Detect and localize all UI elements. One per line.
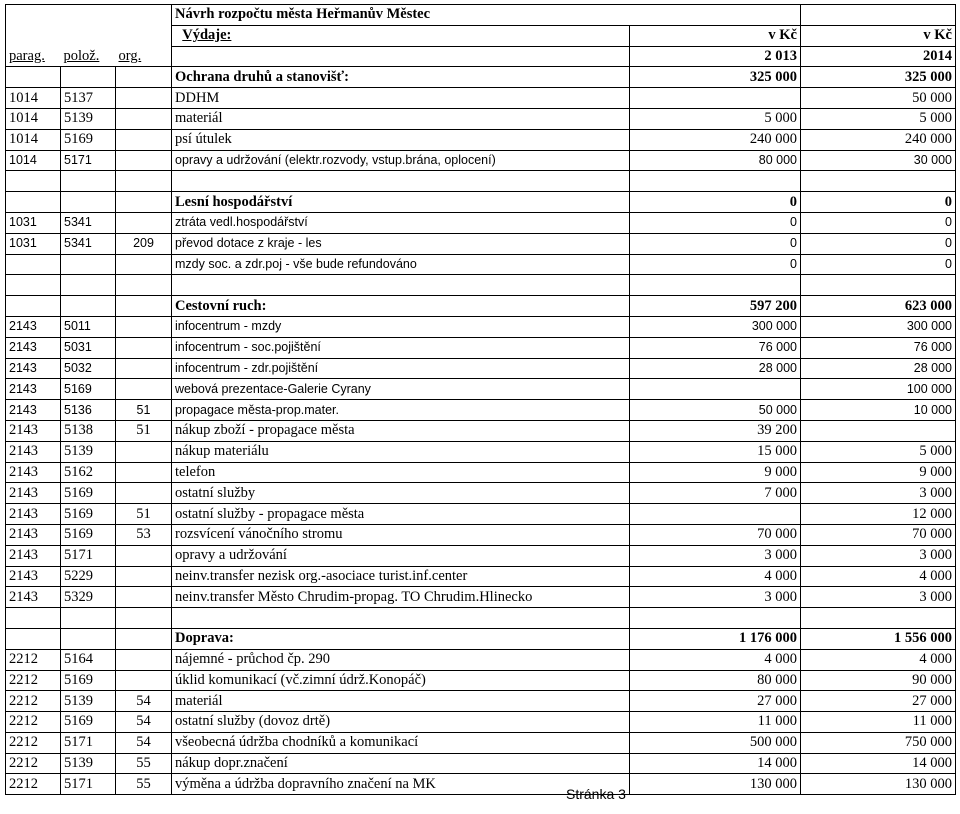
empty-cell — [6, 171, 61, 192]
cell-name: opravy a udržování (elektr.rozvody, vstup.brána, oplocení) — [172, 150, 630, 171]
cell-org: 51 — [116, 420, 172, 441]
section-row — [6, 628, 956, 649]
empty-cell — [172, 275, 630, 296]
col-header-parag-text: parag. — [9, 47, 45, 64]
cell-2014: 28 000 — [801, 358, 956, 379]
cell-2013: 240 000 — [630, 129, 801, 150]
cell-poloz: 5136 — [61, 400, 116, 421]
blank-row — [6, 608, 956, 629]
table-row — [6, 712, 956, 733]
cell-parag: 2143 — [6, 545, 61, 566]
cell-org: 55 — [116, 753, 172, 774]
cell-2014: 14 000 — [801, 753, 956, 774]
cell-2013: 130 000 — [630, 774, 801, 795]
cell-2014: 3 000 — [801, 587, 956, 608]
cell-parag: 2212 — [6, 753, 61, 774]
cell-parag: 2212 — [6, 649, 61, 670]
cell-parag: 2212 — [6, 691, 61, 712]
table-row — [6, 129, 956, 150]
col-header-org — [116, 46, 172, 67]
cell-2014: 90 000 — [801, 670, 956, 691]
cell-2013: 4 000 — [630, 649, 801, 670]
cell-parag: 2212 — [6, 670, 61, 691]
table-row — [6, 254, 956, 275]
cell-org — [116, 358, 172, 379]
cell-2014: 0 — [801, 212, 956, 233]
unit-2013: v Kč — [630, 25, 801, 46]
table-row — [6, 732, 956, 753]
table-row — [6, 483, 956, 504]
cell-org: 54 — [116, 691, 172, 712]
cell-poloz: 5169 — [61, 483, 116, 504]
empty-cell — [61, 608, 116, 629]
col-header-poloz — [61, 46, 116, 67]
cell-org — [116, 67, 172, 88]
empty-cell — [172, 171, 630, 192]
cell-name: propagace města-prop.mater. — [172, 400, 630, 421]
cell-parag: 1014 — [6, 150, 61, 171]
cell-poloz: 5341 — [61, 233, 116, 254]
cell-parag — [6, 296, 61, 317]
cell-parag: 1031 — [6, 212, 61, 233]
section-row — [6, 67, 956, 88]
cell-name: psí útulek — [172, 129, 630, 150]
cell-name: nákup materiálu — [172, 441, 630, 462]
cell-poloz: 5164 — [61, 649, 116, 670]
cell-parag: 2143 — [6, 483, 61, 504]
table-row — [6, 212, 956, 233]
empty-cell — [61, 5, 116, 26]
table-row — [6, 587, 956, 608]
cell-poloz: 5171 — [61, 150, 116, 171]
cell-org — [116, 545, 172, 566]
table-row — [6, 753, 956, 774]
cell-poloz: 5138 — [61, 420, 116, 441]
cell-2013: 80 000 — [630, 150, 801, 171]
cell-name: ostatní služby — [172, 483, 630, 504]
cell-org — [116, 483, 172, 504]
cell-parag: 2143 — [6, 420, 61, 441]
cell-parag: 2143 — [6, 379, 61, 400]
empty-cell — [6, 25, 61, 46]
expenses-label — [172, 25, 630, 46]
table-row — [6, 691, 956, 712]
expenses-label-text: Výdaje: — [182, 27, 232, 44]
cell-parag: 2143 — [6, 400, 61, 421]
cell-parag: 2143 — [6, 337, 61, 358]
cell-name: materiál — [172, 108, 630, 129]
empty-cell — [116, 25, 172, 46]
year-2014: 2014 — [801, 46, 956, 67]
empty-cell — [801, 275, 956, 296]
cell-parag: 2143 — [6, 587, 61, 608]
cell-2013: 4 000 — [630, 566, 801, 587]
cell-org — [116, 379, 172, 400]
cell-name: ostatní služby - propagace města — [172, 504, 630, 525]
cell-2013: 80 000 — [630, 670, 801, 691]
cell-org — [116, 628, 172, 649]
cell-org: 209 — [116, 233, 172, 254]
cell-2014: 9 000 — [801, 462, 956, 483]
cell-org: 55 — [116, 774, 172, 795]
cell-poloz — [61, 254, 116, 275]
cell-2013: 5 000 — [630, 108, 801, 129]
cell-name: DDHM — [172, 88, 630, 109]
table-row — [6, 670, 956, 691]
cell-2014: 4 000 — [801, 566, 956, 587]
cell-poloz: 5139 — [61, 441, 116, 462]
section-row — [6, 192, 956, 213]
table-row — [6, 462, 956, 483]
cell-parag: 2143 — [6, 504, 61, 525]
cell-2013: 500 000 — [630, 732, 801, 753]
table-row — [6, 150, 956, 171]
cell-poloz: 5329 — [61, 587, 116, 608]
cell-2014: 4 000 — [801, 649, 956, 670]
cell-org — [116, 150, 172, 171]
table-row — [6, 649, 956, 670]
cell-name: výměna a údržba dopravního značení na MK — [172, 774, 630, 795]
cell-2013: 9 000 — [630, 462, 801, 483]
cell-parag: 1031 — [6, 233, 61, 254]
cell-2014: 750 000 — [801, 732, 956, 753]
cell-parag: 2143 — [6, 358, 61, 379]
cell-org — [116, 649, 172, 670]
cell-name: neinv.transfer nezisk org.-asociace turist.inf.center — [172, 566, 630, 587]
section-title: Cestovní ruch: — [172, 296, 630, 317]
cell-2014: 325 000 — [801, 67, 956, 88]
cell-name: úklid komunikací (vč.zimní údrž.Konopáč) — [172, 670, 630, 691]
cell-name: materiál — [172, 691, 630, 712]
cell-2013: 0 — [630, 233, 801, 254]
table-row — [6, 108, 956, 129]
blank-row — [6, 171, 956, 192]
cell-2013 — [630, 504, 801, 525]
col-header-parag — [6, 46, 61, 67]
cell-poloz: 5162 — [61, 462, 116, 483]
cell-name: opravy a udržování — [172, 545, 630, 566]
col-header-poloz-text: polož. — [63, 47, 100, 64]
cell-2014: 300 000 — [801, 316, 956, 337]
cell-org — [116, 337, 172, 358]
cell-2013: 14 000 — [630, 753, 801, 774]
section-title: Doprava: — [172, 628, 630, 649]
cell-org — [116, 129, 172, 150]
cell-2014: 0 — [801, 233, 956, 254]
cell-2014: 11 000 — [801, 712, 956, 733]
section-title: Ochrana druhů a stanovišť: — [172, 67, 630, 88]
table-row — [6, 420, 956, 441]
cell-name: všeobecná údržba chodníků a komunikací — [172, 732, 630, 753]
cell-poloz: 5171 — [61, 732, 116, 753]
cell-2014: 1 556 000 — [801, 628, 956, 649]
cell-poloz: 5171 — [61, 774, 116, 795]
cell-2013: 28 000 — [630, 358, 801, 379]
cell-name: rozsvícení vánočního stromu — [172, 524, 630, 545]
empty-cell — [116, 275, 172, 296]
cell-2014: 0 — [801, 192, 956, 213]
cell-2014: 240 000 — [801, 129, 956, 150]
cell-2014: 623 000 — [801, 296, 956, 317]
cell-poloz — [61, 296, 116, 317]
empty-cell — [61, 275, 116, 296]
header-row-units — [6, 25, 956, 46]
table-row — [6, 337, 956, 358]
cell-poloz: 5169 — [61, 524, 116, 545]
cell-parag: 1014 — [6, 88, 61, 109]
table-row — [6, 566, 956, 587]
cell-org — [116, 587, 172, 608]
header-row-columns — [6, 46, 956, 67]
cell-2013: 0 — [630, 254, 801, 275]
cell-parag: 2143 — [6, 441, 61, 462]
cell-2014: 5 000 — [801, 108, 956, 129]
cell-2013: 50 000 — [630, 400, 801, 421]
cell-org — [116, 441, 172, 462]
cell-poloz: 5229 — [61, 566, 116, 587]
cell-org — [116, 296, 172, 317]
cell-poloz: 5011 — [61, 316, 116, 337]
cell-name: infocentrum - soc.pojištění — [172, 337, 630, 358]
empty-cell — [630, 275, 801, 296]
cell-org: 53 — [116, 524, 172, 545]
cell-poloz: 5032 — [61, 358, 116, 379]
cell-2014: 12 000 — [801, 504, 956, 525]
cell-org — [116, 108, 172, 129]
table-row — [6, 379, 956, 400]
table-row — [6, 358, 956, 379]
cell-poloz — [61, 628, 116, 649]
empty-cell — [61, 171, 116, 192]
cell-2013: 70 000 — [630, 524, 801, 545]
cell-poloz: 5169 — [61, 670, 116, 691]
year-2013: 2 013 — [630, 46, 801, 67]
cell-poloz: 5341 — [61, 212, 116, 233]
empty-cell — [61, 25, 116, 46]
cell-2013: 27 000 — [630, 691, 801, 712]
cell-parag — [6, 628, 61, 649]
cell-poloz: 5139 — [61, 691, 116, 712]
cell-poloz: 5169 — [61, 712, 116, 733]
empty-cell — [172, 46, 630, 67]
blank-row — [6, 275, 956, 296]
cell-2013: 0 — [630, 192, 801, 213]
empty-cell — [630, 5, 801, 26]
cell-2014: 0 — [801, 254, 956, 275]
cell-2014: 5 000 — [801, 441, 956, 462]
cell-2014: 27 000 — [801, 691, 956, 712]
cell-poloz: 5169 — [61, 379, 116, 400]
cell-name: nájemné - průchod čp. 290 — [172, 649, 630, 670]
cell-2013: 15 000 — [630, 441, 801, 462]
cell-name: neinv.transfer Město Chrudim-propag. TO Chrudim.Hlinecko — [172, 587, 630, 608]
cell-2014: 130 000 — [801, 774, 956, 795]
cell-2014: 10 000 — [801, 400, 956, 421]
cell-org — [116, 462, 172, 483]
cell-2013: 7 000 — [630, 483, 801, 504]
cell-org: 54 — [116, 732, 172, 753]
cell-poloz — [61, 192, 116, 213]
cell-2013: 597 200 — [630, 296, 801, 317]
cell-parag: 2143 — [6, 316, 61, 337]
cell-2013 — [630, 88, 801, 109]
cell-2013 — [630, 379, 801, 400]
cell-org — [116, 212, 172, 233]
table-row — [6, 400, 956, 421]
cell-2014: 3 000 — [801, 483, 956, 504]
table-row — [6, 545, 956, 566]
cell-name: infocentrum - mzdy — [172, 316, 630, 337]
empty-cell — [801, 5, 956, 26]
cell-poloz: 5137 — [61, 88, 116, 109]
cell-name: nákup dopr.značení — [172, 753, 630, 774]
cell-poloz — [61, 67, 116, 88]
cell-poloz: 5031 — [61, 337, 116, 358]
cell-2014: 3 000 — [801, 545, 956, 566]
cell-parag: 2143 — [6, 566, 61, 587]
empty-cell — [630, 171, 801, 192]
empty-cell — [116, 608, 172, 629]
cell-name: webová prezentace-Galerie Cyrany — [172, 379, 630, 400]
empty-cell — [116, 171, 172, 192]
cell-2014: 70 000 — [801, 524, 956, 545]
cell-2013: 325 000 — [630, 67, 801, 88]
cell-2014: 30 000 — [801, 150, 956, 171]
table-row — [6, 504, 956, 525]
cell-2013: 300 000 — [630, 316, 801, 337]
page-footer: Stránka 3 — [566, 786, 626, 802]
cell-org: 54 — [116, 712, 172, 733]
section-row — [6, 296, 956, 317]
cell-parag: 2143 — [6, 524, 61, 545]
cell-poloz: 5169 — [61, 129, 116, 150]
cell-org — [116, 192, 172, 213]
cell-org — [116, 254, 172, 275]
header-row-title — [6, 5, 956, 26]
cell-2013: 76 000 — [630, 337, 801, 358]
cell-poloz: 5169 — [61, 504, 116, 525]
cell-name: mzdy soc. a zdr.poj - vše bude refundováno — [172, 254, 630, 275]
cell-2014: 76 000 — [801, 337, 956, 358]
empty-cell — [116, 5, 172, 26]
table-row — [6, 88, 956, 109]
cell-2014: 50 000 — [801, 88, 956, 109]
cell-2014 — [801, 420, 956, 441]
cell-name: infocentrum - zdr.pojištění — [172, 358, 630, 379]
cell-org — [116, 88, 172, 109]
section-title: Lesní hospodářství — [172, 192, 630, 213]
cell-org — [116, 566, 172, 587]
empty-cell — [801, 608, 956, 629]
cell-poloz: 5139 — [61, 108, 116, 129]
table-row — [6, 524, 956, 545]
table-row — [6, 441, 956, 462]
table-row — [6, 233, 956, 254]
cell-name: převod dotace z kraje - les — [172, 233, 630, 254]
empty-cell — [6, 5, 61, 26]
budget-table-body — [6, 5, 956, 795]
cell-name: ztráta vedl.hospodářství — [172, 212, 630, 233]
cell-name: telefon — [172, 462, 630, 483]
cell-org — [116, 670, 172, 691]
cell-parag: 2143 — [6, 462, 61, 483]
empty-cell — [6, 608, 61, 629]
cell-org: 51 — [116, 504, 172, 525]
cell-parag: 1014 — [6, 108, 61, 129]
cell-2013: 3 000 — [630, 545, 801, 566]
budget-table — [5, 4, 956, 795]
cell-parag — [6, 67, 61, 88]
cell-parag: 1014 — [6, 129, 61, 150]
cell-parag: 2212 — [6, 774, 61, 795]
cell-parag — [6, 192, 61, 213]
cell-parag — [6, 254, 61, 275]
cell-poloz: 5171 — [61, 545, 116, 566]
empty-cell — [172, 608, 630, 629]
cell-org: 51 — [116, 400, 172, 421]
empty-cell — [6, 275, 61, 296]
col-header-org-text: org. — [118, 47, 142, 64]
cell-2013: 11 000 — [630, 712, 801, 733]
table-row — [6, 316, 956, 337]
cell-2013: 3 000 — [630, 587, 801, 608]
page-title: Návrh rozpočtu města Heřmanův Městec — [172, 5, 630, 26]
cell-2013: 1 176 000 — [630, 628, 801, 649]
unit-2014: v Kč — [801, 25, 956, 46]
table-row — [6, 774, 956, 795]
empty-cell — [630, 608, 801, 629]
cell-2013: 0 — [630, 212, 801, 233]
cell-poloz: 5139 — [61, 753, 116, 774]
cell-parag: 2212 — [6, 732, 61, 753]
cell-name: ostatní služby (dovoz drtě) — [172, 712, 630, 733]
cell-2014: 100 000 — [801, 379, 956, 400]
cell-parag: 2212 — [6, 712, 61, 733]
cell-org — [116, 316, 172, 337]
empty-cell — [801, 171, 956, 192]
cell-name: nákup zboží - propagace města — [172, 420, 630, 441]
cell-2013: 39 200 — [630, 420, 801, 441]
